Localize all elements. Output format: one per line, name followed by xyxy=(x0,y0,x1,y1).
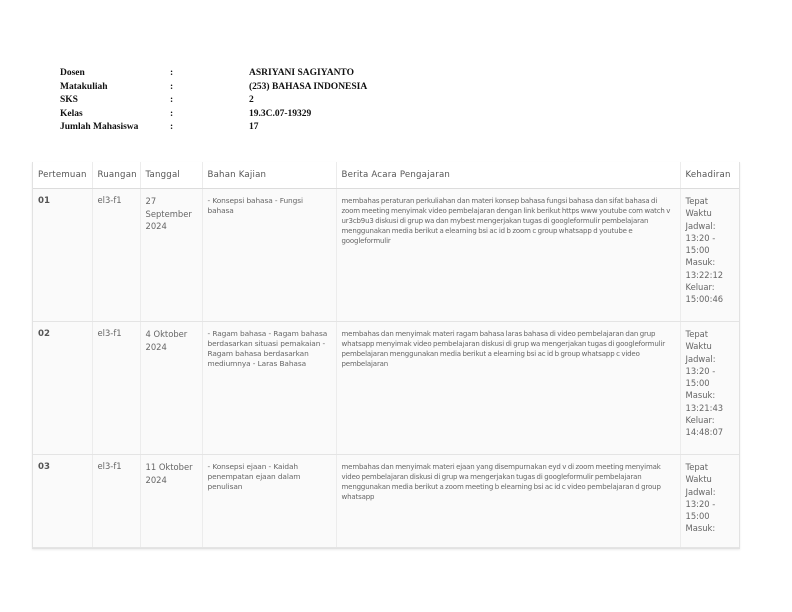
info-row-matakuliah xyxy=(60,81,367,95)
header-kehadiran: Kehadiran xyxy=(680,162,739,189)
cell-tanggal: 11 Oktober 2024 xyxy=(140,455,202,548)
cell-pertemuan: 01 xyxy=(33,189,92,322)
info-label: Jumlah Mahasiswa xyxy=(60,122,139,132)
attendance-table-container xyxy=(32,162,740,549)
info-label: Kelas xyxy=(60,108,83,119)
table-header-row xyxy=(33,162,739,189)
info-row-kelas xyxy=(60,108,367,122)
info-colon: : xyxy=(170,122,174,132)
cell-kehadiran: Tepat Waktu Jadwal: 13:20 - 15:00 Masuk: 13:21:43 Keluar: 14:48:07 xyxy=(680,322,739,455)
cell-bahan-kajian: - Ragam bahasa - Ragam bahasa berdasarkan situasi pemakaian - Ragam bahasa berdasarkan mediumnya - Laras Bahasa xyxy=(202,322,336,455)
info-colon: : xyxy=(170,95,174,105)
header-bahan-kajian: Bahan Kajian xyxy=(202,162,336,189)
cell-ruangan: el3-f1 xyxy=(92,455,140,548)
cell-berita-acara: membahas peraturan perkuliahan dan materi konsep bahasa fungsi bahasa dan sifat bahasa di zoom meeting menyimak video pembelajaran dengan link berikut https www youtube com watch v ur3cb9u3 diskusi di grup wa dan mybest mengerjakan tugas di googleformulir pembelajaran menggunakan media berikut a elearning bsi ac id b zoom c group whatsapp d youtube e googleformulir xyxy=(336,189,680,322)
info-value: ASRIYANI SAGIYANTO xyxy=(249,68,354,78)
info-label: Matakuliah xyxy=(60,81,108,92)
cell-kehadiran: Tepat Waktu Jadwal: 13:20 - 15:00 Masuk: xyxy=(680,455,739,548)
header-pertemuan: Pertemuan xyxy=(33,162,92,189)
cell-pertemuan: 02 xyxy=(33,322,92,455)
info-colon: : xyxy=(170,68,174,78)
info-colon: : xyxy=(170,81,174,92)
table-row xyxy=(33,189,739,322)
cell-bahan-kajian: - Konsepsi bahasa - Fungsi bahasa xyxy=(202,189,336,322)
cell-kehadiran: Tepat Waktu Jadwal: 13:20 - 15:00 Masuk: 13:22:12 Keluar: 15:00:46 xyxy=(680,189,739,322)
cell-ruangan: el3-f1 xyxy=(92,322,140,455)
info-label: SKS xyxy=(60,95,78,105)
table-row xyxy=(33,322,739,455)
info-row-dosen xyxy=(60,67,367,81)
cell-tanggal: 4 Oktober 2024 xyxy=(140,322,202,455)
header-berita-acara: Berita Acara Pengajaran xyxy=(336,162,680,189)
cell-berita-acara: membahas dan menyimak materi ejaan yang disempurnakan eyd v di zoom meeting menyimak video pembelajaran diskusi di grup wa mengerjakan tugas di googleformulir pembelajaran menggunakan media berikut a zoom meeting b elearning bsi ac id c video pembelajaran d group whatsapp xyxy=(336,455,680,548)
info-value: 2 xyxy=(249,95,254,105)
cell-pertemuan: 03 xyxy=(33,455,92,548)
course-info xyxy=(60,67,367,135)
info-row-sks xyxy=(60,94,367,108)
attendance-table xyxy=(33,162,739,548)
cell-bahan-kajian: - Konsepsi ejaan - Kaidah penempatan ejaan dalam penulisan xyxy=(202,455,336,548)
header-ruangan: Ruangan xyxy=(92,162,140,189)
cell-tanggal: 27 September 2024 xyxy=(140,189,202,322)
info-label: Dosen xyxy=(60,68,85,78)
info-row-jumlah-mahasiswa xyxy=(60,121,367,135)
info-value: 17 xyxy=(249,122,259,132)
table-row xyxy=(33,455,739,548)
header-tanggal: Tanggal xyxy=(140,162,202,189)
info-colon: : xyxy=(170,108,174,119)
info-value: (253) BAHASA INDONESIA xyxy=(249,81,368,92)
info-value: 19.3C.07-19329 xyxy=(249,108,312,119)
cell-ruangan: el3-f1 xyxy=(92,189,140,322)
cell-berita-acara: membahas dan menyimak materi ragam bahasa laras bahasa di video pembelajaran dan grup whatsapp menyimak video pembelajaran diskusi di grup wa mengerjakan tugas di googleformulir pembelajaran menggunakan media berikut a elearning bsi ac id b group whatsapp c video pembelajaran xyxy=(336,322,680,455)
